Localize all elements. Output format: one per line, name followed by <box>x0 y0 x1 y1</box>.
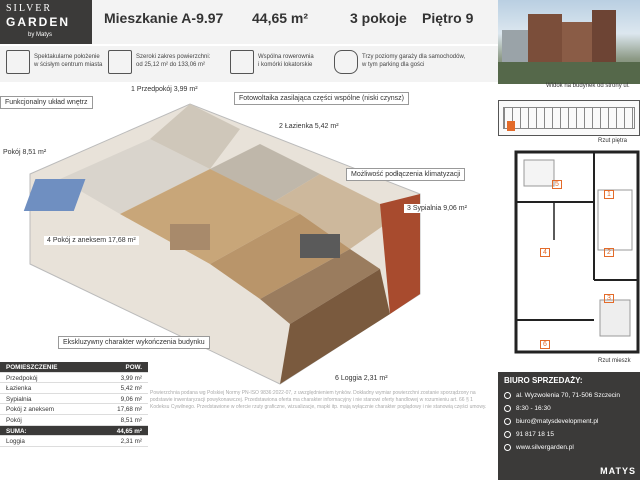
sales-hours <box>504 405 551 412</box>
header-area: POW. <box>125 364 142 371</box>
clock-icon <box>504 405 511 412</box>
bike-storage-icon <box>230 50 254 74</box>
apartment-highlight <box>507 121 515 131</box>
room-area: 5,42 m² <box>120 385 142 393</box>
hours-text: 8:30 - 16:30 <box>516 405 551 413</box>
email-icon <box>504 418 511 425</box>
room-area: 3,99 m² <box>120 374 142 382</box>
matys-logo: MATYS <box>600 466 636 476</box>
room-area-table <box>0 362 148 447</box>
email-text[interactable]: biuro@matysdevelopment.pl <box>516 418 599 426</box>
sum-label: SUMA: <box>6 427 27 435</box>
plan-number-1: 1 <box>604 190 614 199</box>
room-area: 9,06 m² <box>120 395 142 403</box>
logo-line2: GARDEN <box>6 15 71 29</box>
table-row <box>0 373 148 384</box>
label-loggia: 6 Loggia 2,31 m² <box>332 374 391 383</box>
header-bar <box>0 0 498 44</box>
logo-line1: SILVER <box>6 3 53 14</box>
label-klimatyzacja: Możliwość podłączenia klimatyzacji <box>346 168 465 181</box>
sales-email[interactable] <box>504 418 598 425</box>
table-row <box>0 383 148 394</box>
silver-garden-logo <box>0 0 92 44</box>
sales-title: BIURO SPRZEDAŻY: <box>504 376 583 385</box>
label-funkcjonalny: Funkcjonalny układ wnętrz <box>0 96 93 109</box>
car-icon <box>334 50 358 74</box>
phone-icon <box>504 431 511 438</box>
plan-number-4: 4 <box>540 248 550 257</box>
area-icon <box>108 50 132 74</box>
sales-web[interactable] <box>504 444 574 451</box>
table-row <box>0 394 148 405</box>
sum-area: 44,65 m² <box>116 427 142 435</box>
apartment-floor-plan <box>514 150 640 356</box>
feature-text: Trzy poziomy garaży dla samochodów, <box>362 54 466 60</box>
header-room: POMIESZCZENIE <box>6 364 58 371</box>
label-ekskluzywny: Ekskluzywny charakter wykończenia budynku <box>58 336 210 349</box>
room-area: 2,31 m² <box>120 438 142 446</box>
feature-text: w tym parking dla gości <box>362 62 425 68</box>
room-name: Pokój <box>6 416 22 424</box>
photo-caption: Widok na budynek od strony ul. <box>546 83 630 89</box>
feature-text: Spektakularne położenie <box>34 54 100 60</box>
sales-address <box>504 392 620 399</box>
sales-phone[interactable] <box>504 431 554 438</box>
floor-plan-thumbnail <box>498 100 640 136</box>
floor-plan-caption: Rzut piętra <box>598 138 628 144</box>
location-icon <box>504 392 511 399</box>
room-name: Pokój z aneksem <box>6 406 54 414</box>
location-icon <box>6 50 30 74</box>
feature-text: Szeroki zakres powierzchni: <box>136 54 211 60</box>
apartment-3d-view <box>0 84 498 393</box>
apartment-area: 44,65 m² <box>252 10 309 26</box>
feature-text: i komórki lokatorskie <box>258 62 313 68</box>
label-aneks: 4 Pokój z aneksem 17,68 m² <box>44 236 139 245</box>
label-lazienka: 2 Łazienka 5,42 m² <box>276 122 342 131</box>
room-area: 8,51 m² <box>120 416 142 424</box>
logo-line3: by Matys <box>28 32 53 38</box>
address-text: al. Wyzwolenia 70, 71-506 Szczecin <box>516 392 620 400</box>
plan-number-3: 3 <box>604 294 614 303</box>
apartment-id: Mieszkanie A-9.97 <box>104 10 224 26</box>
legal-note: Powierzchnia podana wg Polskiej Normy PN-ISO 9836:2022-07, z uwzględnieniem tynków. Dokładny wymiar powierzchni zostanie sporządzony na podstawie inwentaryzacji powykonawczej. Przedstawiona oferta ma charakter informacyjny i nie stanowi oferty handlowej w rozumieniu art. 66 § 1 Kodeksu Cywilnego. Przedstawione w ofercie rzuty graficzne, wizualizacje, mapki itp. mają wyłącznie charakter poglądowy i nie stanowią części umowy. <box>150 390 487 410</box>
room-area: 17,68 m² <box>117 406 142 414</box>
web-text[interactable]: www.silvergarden.pl <box>516 444 574 452</box>
label-sypialnia: 3 Sypialnia 9,06 m² <box>404 204 470 213</box>
feature-text: Wspólna rowerownia <box>258 54 314 60</box>
room-name: Loggia <box>6 438 25 446</box>
building-photo <box>498 0 640 84</box>
plan-caption: Rzut mieszk <box>598 358 631 364</box>
room-name: Sypialnia <box>6 395 32 403</box>
sales-office-panel <box>498 372 640 480</box>
label-przedpokoj: 1 Przedpokój 3,99 m² <box>128 85 201 94</box>
label-fotowoltaika: Fotowoltaika zasilająca części wspólne (niski czynsz) <box>234 92 409 105</box>
table-sum-row <box>0 426 148 437</box>
table-row <box>0 415 148 426</box>
table-header <box>0 362 148 373</box>
label-pokoj: Pokój 8,51 m² <box>0 148 49 157</box>
feature-text: od 25,12 m² do 133,06 m² <box>136 62 206 68</box>
features-bar <box>0 46 498 82</box>
globe-icon <box>504 444 511 451</box>
apartment-rooms: 3 pokoje <box>350 10 407 26</box>
plan-number-5: 5 <box>552 180 562 189</box>
plan-number-6: 6 <box>540 340 550 349</box>
plan-number-2: 2 <box>604 248 614 257</box>
feature-text: w ścisłym centrum miasta <box>34 62 103 68</box>
room-name: Przedpokój <box>6 374 38 382</box>
room-name: Łazienka <box>6 385 32 393</box>
apartment-floor: Piętro 9 <box>422 10 474 26</box>
phone-text[interactable]: 91 817 18 15 <box>516 431 554 439</box>
table-row <box>0 404 148 415</box>
table-row <box>0 436 148 447</box>
